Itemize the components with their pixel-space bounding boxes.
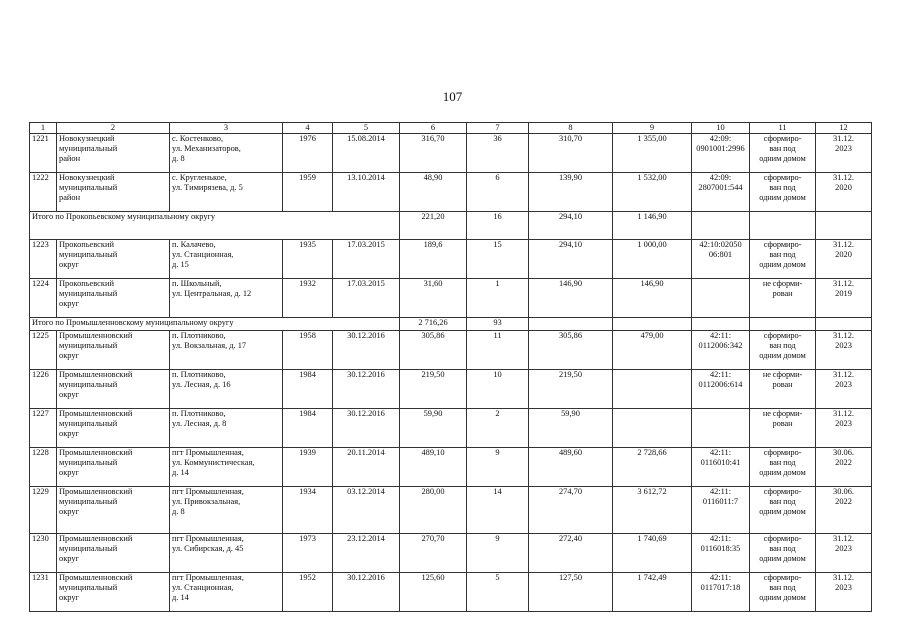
table-cell: 30.12.2016: [333, 331, 400, 370]
table-cell: 03.12.2014: [333, 487, 400, 534]
table-cell: 17.03.2015: [333, 279, 400, 318]
total-cell: 294,10: [529, 212, 613, 240]
table-cell: 1226: [30, 370, 57, 409]
total-row: [30, 318, 872, 331]
table-cell: Промышленновский муниципальный округ: [57, 409, 170, 448]
table-cell: [692, 409, 750, 448]
table-cell: 31.12. 2023: [816, 409, 872, 448]
table-cell: 9: [467, 534, 529, 573]
table-cell: 1222: [30, 173, 57, 212]
table-cell: 479,00: [613, 331, 692, 370]
table-cell: 1229: [30, 487, 57, 534]
table-cell: 270,70: [400, 534, 467, 573]
table-cell: 30.12.2016: [333, 370, 400, 409]
total-label: Итого по Промышленновскому муниципальному округу: [30, 318, 400, 331]
table-cell: 15.08.2014: [333, 134, 400, 173]
total-cell: 93: [467, 318, 529, 331]
table-cell: 219,50: [400, 370, 467, 409]
table-cell: 1932: [283, 279, 333, 318]
table-cell: сформиро- ван под одним домом: [750, 487, 816, 534]
total-cell: [692, 318, 750, 331]
column-number-cell: 1: [30, 123, 57, 134]
table-cell: 31.12. 2023: [816, 331, 872, 370]
table-cell: 5: [467, 573, 529, 612]
table-cell: 14: [467, 487, 529, 534]
table-cell: 127,50: [529, 573, 613, 612]
table-cell: 1227: [30, 409, 57, 448]
table-cell: 310,70: [529, 134, 613, 173]
table-cell: 280,00: [400, 487, 467, 534]
table-cell: сформиро- ван под одним домом: [750, 134, 816, 173]
table-cell: 42:09: 0901001:2996: [692, 134, 750, 173]
table-cell: 2 728,66: [613, 448, 692, 487]
table-cell: 1959: [283, 173, 333, 212]
column-number-cell: 2: [57, 123, 170, 134]
table-cell: сформиро- ван под одним домом: [750, 573, 816, 612]
table-cell: 1935: [283, 240, 333, 279]
table-cell: 42:11: 0116011:7: [692, 487, 750, 534]
table-cell: пгт Промышленная, ул. Привокзальная, д. 8: [170, 487, 283, 534]
table-row: [30, 487, 872, 534]
table-cell: 59,90: [400, 409, 467, 448]
table-cell: 48,90: [400, 173, 467, 212]
total-label: Итого по Прокопьевскому муниципальному округу: [30, 212, 400, 240]
table-cell: 1973: [283, 534, 333, 573]
table-cell: 1984: [283, 409, 333, 448]
table-cell: 30.12.2016: [333, 409, 400, 448]
page-number: 107: [442, 89, 463, 104]
table-cell: 1952: [283, 573, 333, 612]
table-cell: 1231: [30, 573, 57, 612]
table-cell: Промышленновский муниципальный округ: [57, 487, 170, 534]
table-cell: 1225: [30, 331, 57, 370]
table-cell: 31.12. 2020: [816, 240, 872, 279]
table-cell: 1 355,00: [613, 134, 692, 173]
table-cell: Промышленновский муниципальный округ: [57, 331, 170, 370]
table-cell: 3 612,72: [613, 487, 692, 534]
column-number-cell: 11: [750, 123, 816, 134]
table-cell: Прокопьевский муниципальный округ: [57, 279, 170, 318]
column-number-cell: 12: [816, 123, 872, 134]
table-cell: 31.12. 2023: [816, 573, 872, 612]
total-row: [30, 212, 872, 240]
table-cell: Прокопьевский муниципальный округ: [57, 240, 170, 279]
table-cell: 1 742,49: [613, 573, 692, 612]
table-row: [30, 370, 872, 409]
table-cell: 1230: [30, 534, 57, 573]
table-cell: 31.12. 2023: [816, 534, 872, 573]
table-cell: 59,90: [529, 409, 613, 448]
table-cell: п. Плотниково, ул. Лесная, д. 16: [170, 370, 283, 409]
table-cell: не сформи- рован: [750, 370, 816, 409]
table-cell: 30.06. 2022: [816, 448, 872, 487]
table-cell: [613, 370, 692, 409]
table-cell: 31,60: [400, 279, 467, 318]
table-cell: п. Калачево, ул. Станционная, д. 15: [170, 240, 283, 279]
table-cell: 31.12. 2023: [816, 134, 872, 173]
table-cell: 17.03.2015: [333, 240, 400, 279]
table-cell: 274,70: [529, 487, 613, 534]
table-row: [30, 534, 872, 573]
table-cell: п. Плотниково, ул. Лесная, д. 8: [170, 409, 283, 448]
table-cell: [692, 279, 750, 318]
table-cell: 42:11: 0116018:35: [692, 534, 750, 573]
table-cell: Промышленновский муниципальный округ: [57, 370, 170, 409]
table-cell: 1 000,00: [613, 240, 692, 279]
column-number-cell: 7: [467, 123, 529, 134]
table-row: [30, 331, 872, 370]
table-cell: 272,40: [529, 534, 613, 573]
table-cell: 11: [467, 331, 529, 370]
table-cell: сформиро- ван под одним домом: [750, 240, 816, 279]
table-cell: 42:11: 0112006:614: [692, 370, 750, 409]
table-cell: 36: [467, 134, 529, 173]
column-number-cell: 3: [170, 123, 283, 134]
table-cell: 125,60: [400, 573, 467, 612]
table-cell: сформиро- ван под одним домом: [750, 331, 816, 370]
table-cell: 146,90: [613, 279, 692, 318]
table-cell: пгт Промышленная, ул. Коммунистическая, д. 14: [170, 448, 283, 487]
table-cell: 219,50: [529, 370, 613, 409]
column-number-cell: 8: [529, 123, 613, 134]
column-number-cell: 4: [283, 123, 333, 134]
table-cell: 15: [467, 240, 529, 279]
table-cell: сформиро- ван под одним домом: [750, 448, 816, 487]
table-cell: 316,70: [400, 134, 467, 173]
column-number-row: [30, 123, 872, 134]
table-cell: 1958: [283, 331, 333, 370]
table-cell: сформиро- ван под одним домом: [750, 534, 816, 573]
total-cell: 1 146,90: [613, 212, 692, 240]
table-row: [30, 240, 872, 279]
table-cell: 31.12. 2020: [816, 173, 872, 212]
table-row: [30, 573, 872, 612]
table-row: [30, 409, 872, 448]
table-cell: 305,86: [529, 331, 613, 370]
table-cell: 31.12. 2019: [816, 279, 872, 318]
table-cell: 1: [467, 279, 529, 318]
table-cell: 42:09: 2807001:544: [692, 173, 750, 212]
total-cell: [816, 212, 872, 240]
table-cell: Новокузнецкий муниципальный район: [57, 173, 170, 212]
table-cell: 42:11: 0116010:41: [692, 448, 750, 487]
total-cell: [692, 212, 750, 240]
total-cell: [750, 318, 816, 331]
column-number-cell: 9: [613, 123, 692, 134]
table-cell: 1228: [30, 448, 57, 487]
table-cell: с. Костенково, ул. Механизаторов, д. 8: [170, 134, 283, 173]
table-cell: 13.10.2014: [333, 173, 400, 212]
table-cell: 6: [467, 173, 529, 212]
table-cell: 294,10: [529, 240, 613, 279]
table-cell: 1223: [30, 240, 57, 279]
table-cell: 31.12. 2023: [816, 370, 872, 409]
table-cell: сформиро- ван под одним домом: [750, 173, 816, 212]
housing-registry-table: [29, 122, 872, 612]
table-cell: 1 532,00: [613, 173, 692, 212]
table-cell: п. Школьный, ул. Центральная, д. 12: [170, 279, 283, 318]
table-cell: 42:11: 0117017:18: [692, 573, 750, 612]
column-number-cell: 10: [692, 123, 750, 134]
total-cell: 221,20: [400, 212, 467, 240]
table-cell: 42:11: 0112006:342: [692, 331, 750, 370]
table-cell: Промышленновский муниципальный округ: [57, 448, 170, 487]
total-cell: 16: [467, 212, 529, 240]
table-cell: 10: [467, 370, 529, 409]
table-cell: [613, 409, 692, 448]
table-row: [30, 134, 872, 173]
table-cell: 2: [467, 409, 529, 448]
table-cell: 42:10:02050 06:801: [692, 240, 750, 279]
table-cell: не сформи- рован: [750, 409, 816, 448]
table-cell: 1939: [283, 448, 333, 487]
table-row: [30, 448, 872, 487]
column-number-cell: 6: [400, 123, 467, 134]
table-cell: 1224: [30, 279, 57, 318]
total-cell: [750, 212, 816, 240]
table-cell: 1221: [30, 134, 57, 173]
table-cell: Промышленновский муниципальный округ: [57, 534, 170, 573]
table-cell: 139,90: [529, 173, 613, 212]
total-cell: 2 716,26: [400, 318, 467, 331]
table-cell: 1976: [283, 134, 333, 173]
table-cell: 146,90: [529, 279, 613, 318]
table-cell: с. Кругленькое, ул. Тимирязева, д. 5: [170, 173, 283, 212]
table-cell: 489,10: [400, 448, 467, 487]
table-cell: 489,60: [529, 448, 613, 487]
table-cell: 30.12.2016: [333, 573, 400, 612]
table-cell: 1984: [283, 370, 333, 409]
table-cell: 1 740,69: [613, 534, 692, 573]
total-cell: [529, 318, 613, 331]
table-cell: пгт Промышленная, ул. Сибирская, д. 45: [170, 534, 283, 573]
table-cell: 305,86: [400, 331, 467, 370]
total-cell: [816, 318, 872, 331]
table-cell: 23.12.2014: [333, 534, 400, 573]
table-row: [30, 279, 872, 318]
table-cell: 9: [467, 448, 529, 487]
table-cell: Промышленновский муниципальный округ: [57, 573, 170, 612]
table-cell: пгт Промышленная, ул. Станционная, д. 14: [170, 573, 283, 612]
table-cell: 30.06. 2022: [816, 487, 872, 534]
column-number-cell: 5: [333, 123, 400, 134]
table-cell: 20.11.2014: [333, 448, 400, 487]
total-cell: [613, 318, 692, 331]
table-cell: п. Плотниково, ул. Вокзальная, д. 17: [170, 331, 283, 370]
table-cell: Новокузнецкий муниципальный район: [57, 134, 170, 173]
table-cell: не сформи- рован: [750, 279, 816, 318]
table-cell: 189,6: [400, 240, 467, 279]
table-row: [30, 173, 872, 212]
table-cell: 1934: [283, 487, 333, 534]
